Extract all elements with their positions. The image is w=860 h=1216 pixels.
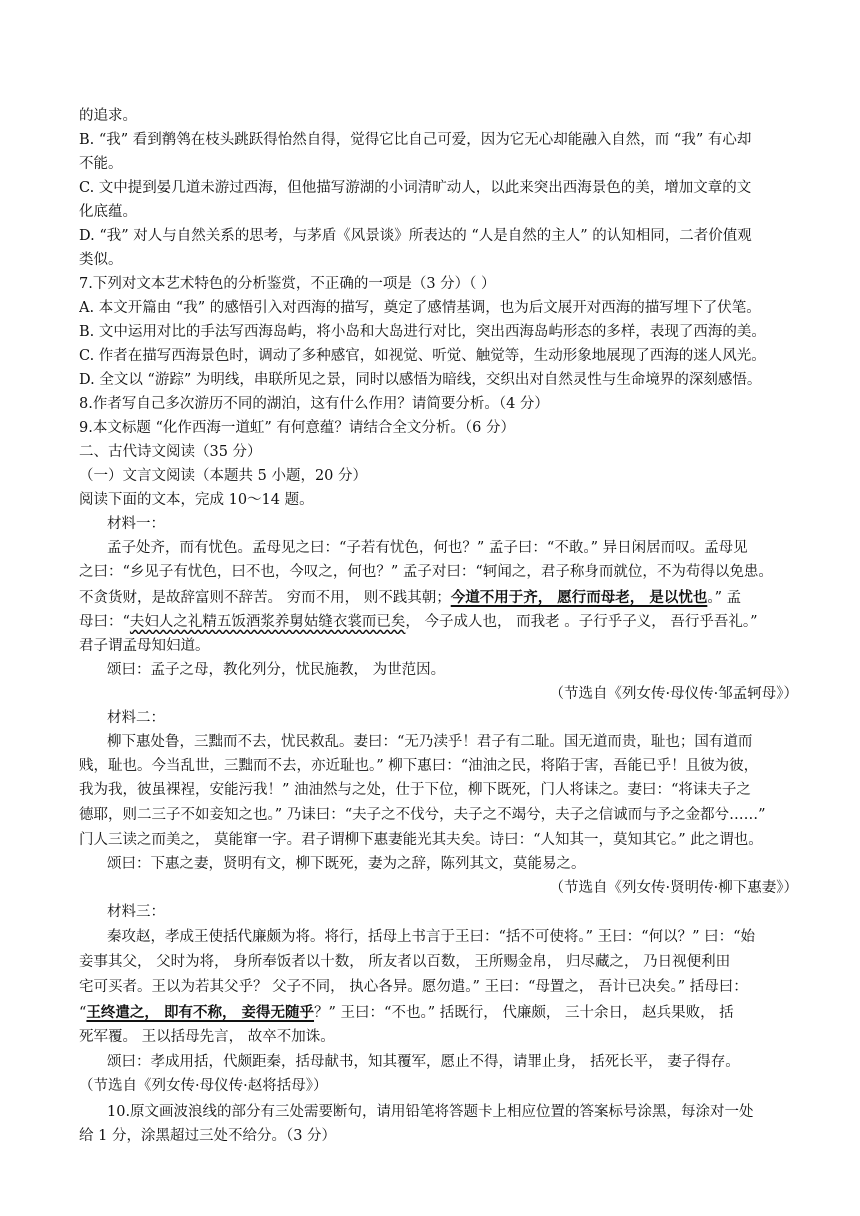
material-2-source: （节选自《列女传·贤明传·柳下惠妻》）: [549, 880, 798, 896]
material-2-line: 柳下惠处鲁，三黜而不去，忧民救乱。妻曰：“无乃渎乎！君子有二耻。国无道而贵，耻也；国有道而: [107, 734, 753, 750]
material-1-line: 之曰：“乡见子有忧色，曰不也，今叹之，何也？” 孟子对曰：“轲闻之，君子称身而就位，不为苟得以免患。: [79, 564, 773, 580]
material-1-line: 母曰：“夫妇人之礼精五饭酒浆养舅姑缝衣裳而已矣， 今子成人也， 而我老 。子行乎子义， 吾行乎吾礼。”: [79, 614, 758, 630]
q7-option-d: D. 全文以 “游踪” 为明线，串联所见之景，同时以感悟为暗线，交织出对自然灵性与生命境界的深刻感悟。: [79, 372, 762, 388]
material-2-ode: 颂曰：下惠之妻，贤明有文，柳下既死，妻为之辞，陈列其文，莫能易之。: [107, 856, 586, 872]
option-d-text: D. “我” 对人与自然关系的思考，与茅盾《风景谈》所表达的 “人是自然的主人” 的认知相同，二者价值观: [79, 228, 752, 244]
material-1-line: 不贪货财，是故辞富则不辞苦。 穷而不用， 则不践其朝；今道不用于齐， 愿行而母老， 是以忧也。” 孟: [79, 589, 742, 606]
material-3-line: 秦攻赵，孝成王使括代廉颇为将。将行，括母上书言于王曰：“括不可使将。” 王曰：“何以？” 曰：“始: [107, 929, 756, 945]
material-3-line: “王终遣之， 即有不称， 妾得无随乎？” 王曰：“不也。” 括既行， 代廉颇， 三十余日， 赵兵果败， 括: [79, 1004, 734, 1021]
material-3-ode: 颂曰：孝成用括，代颇距秦，括母献书，知其覆军，愿止不得，请罪止身， 括死长平， 妻子得存。: [107, 1054, 740, 1070]
material-3-line: 死军覆。 王以括母先言， 故卒不加诛。: [79, 1029, 335, 1045]
question-10-cont: 给 1 分，涂黑超过三处不给分。（3 分）: [79, 1128, 337, 1144]
material-3-label: 材料三：: [107, 904, 165, 920]
question-10: 10.原文画波浪线的部分有三处需要断句，请用铅笔将答题卡上相应位置的答案标号涂黑，每涂对一处: [107, 1104, 754, 1120]
material-2-line: 我为我，彼虽裸裎，安能污我！” 油油然与之处，仕于下位，柳下既死，门人将诔之。妻曰：“将诔夫子之: [79, 782, 751, 798]
material-1-source: （节选自《列女传·母仪传·邹孟轲母》）: [549, 686, 798, 702]
wavy-underlined-passage: 夫妇人之礼精五饭酒浆养舅姑缝衣裳而已矣: [129, 614, 406, 630]
underlined-sentence: 王终遣之， 即有不称， 妾得无随乎: [86, 1004, 315, 1021]
material-2-line: 贱，耻也。今当乱世，三黜而不去，亦近耻也。” 柳下惠曰：“油油之民，将陷于害，吾能已乎！且彼为彼，: [79, 758, 759, 774]
subsection-heading: （一）文言文阅读（本题共 5 小题，20 分）: [79, 468, 368, 484]
material-3-source: （节选自《列女传·母仪传·赵将括母》）: [79, 1078, 328, 1094]
material-3-line: 宅可买者。王以为若其父乎？ 父子不同， 执心各异。愿勿遣。” 王曰：“母置之， 吾计已决矣。” 括母曰：: [79, 979, 748, 995]
question-9: 9.本文标题 “化作西海一道虹” 有何意蕴？请结合全文分析。（6 分）: [79, 420, 515, 436]
material-3-line: 妾事其父， 父时为将， 身所奉饭者以十数， 所友者以百数， 王所赐金帛， 归尽藏之， 乃日视便利田: [79, 954, 731, 970]
option-b-text: B. “我” 看到鹡鸰在枝头跳跃得怡然自得，觉得它比自己可爱，因为它无心却能融入自然，而 “我” 有心却: [79, 132, 752, 148]
question-8: 8.作者写自己多次游历不同的湖泊，这有什么作用？请简要分析。（4 分）: [79, 396, 549, 412]
q7-option-a: A. 本文开篇由 “我” 的感悟引入对西海的描写，奠定了感情基调，也为后文展开对西海的描写埋下了伏笔。: [79, 300, 761, 316]
question-7: 7.下列对文本艺术特色的分析鉴赏，不正确的一项是（3 分）（ ）: [79, 276, 496, 292]
material-1-ode: 颂曰：孟子之母，教化列分，忧民施教， 为世范因。: [107, 662, 446, 678]
text-line: 不能。: [79, 156, 123, 172]
material-1-line: 君子谓孟母知妇道。: [79, 638, 210, 654]
material-1-line: 孟子处齐，而有忧色。孟母见之曰：“子若有忧色，何也？” 孟子曰：“不敢。” 异日闲居而叹。孟母见: [107, 540, 748, 556]
underlined-sentence: 今道不用于齐， 愿行而母老， 是以忧也: [450, 589, 708, 606]
text-line: 的追求。: [79, 108, 137, 124]
material-1-label: 材料一：: [107, 516, 165, 532]
section-heading: 二、古代诗文阅读（35 分）: [79, 444, 262, 460]
q7-option-b: B. 文中运用对比的手法写西海岛屿，将小岛和大岛进行对比，突出西海岛屿形态的多样，表现了西海的美。: [79, 324, 766, 340]
text-line: 类似。: [79, 252, 123, 268]
option-c-text: C. 文中提到晏几道未游过西海，但他描写游湖的小词清旷动人，以此来突出西海景色的美，增加文章的文: [79, 180, 752, 196]
instruction-text: 阅读下面的文本，完成 10～14 题。: [79, 492, 314, 508]
q7-option-c: C. 作者在描写西海景色时，调动了多种感官，如视觉、听觉、触觉等，生动形象地展现了西海的迷人风光。: [79, 348, 766, 364]
material-2-line: 德耶，则二三子不如妾知之也。” 乃诔曰：“夫子之不伐兮，夫子之不竭兮，夫子之信诚而与予之金都兮……”: [79, 807, 766, 823]
text-line: 化底蕴。: [79, 204, 137, 220]
material-2-line: 门人三读之而美之， 莫能窜一字。君子谓柳下惠妻能光其夫矣。诗曰：“人知其一，莫知其它。” 此之谓也。: [79, 832, 763, 848]
material-2-label: 材料二：: [107, 710, 165, 726]
